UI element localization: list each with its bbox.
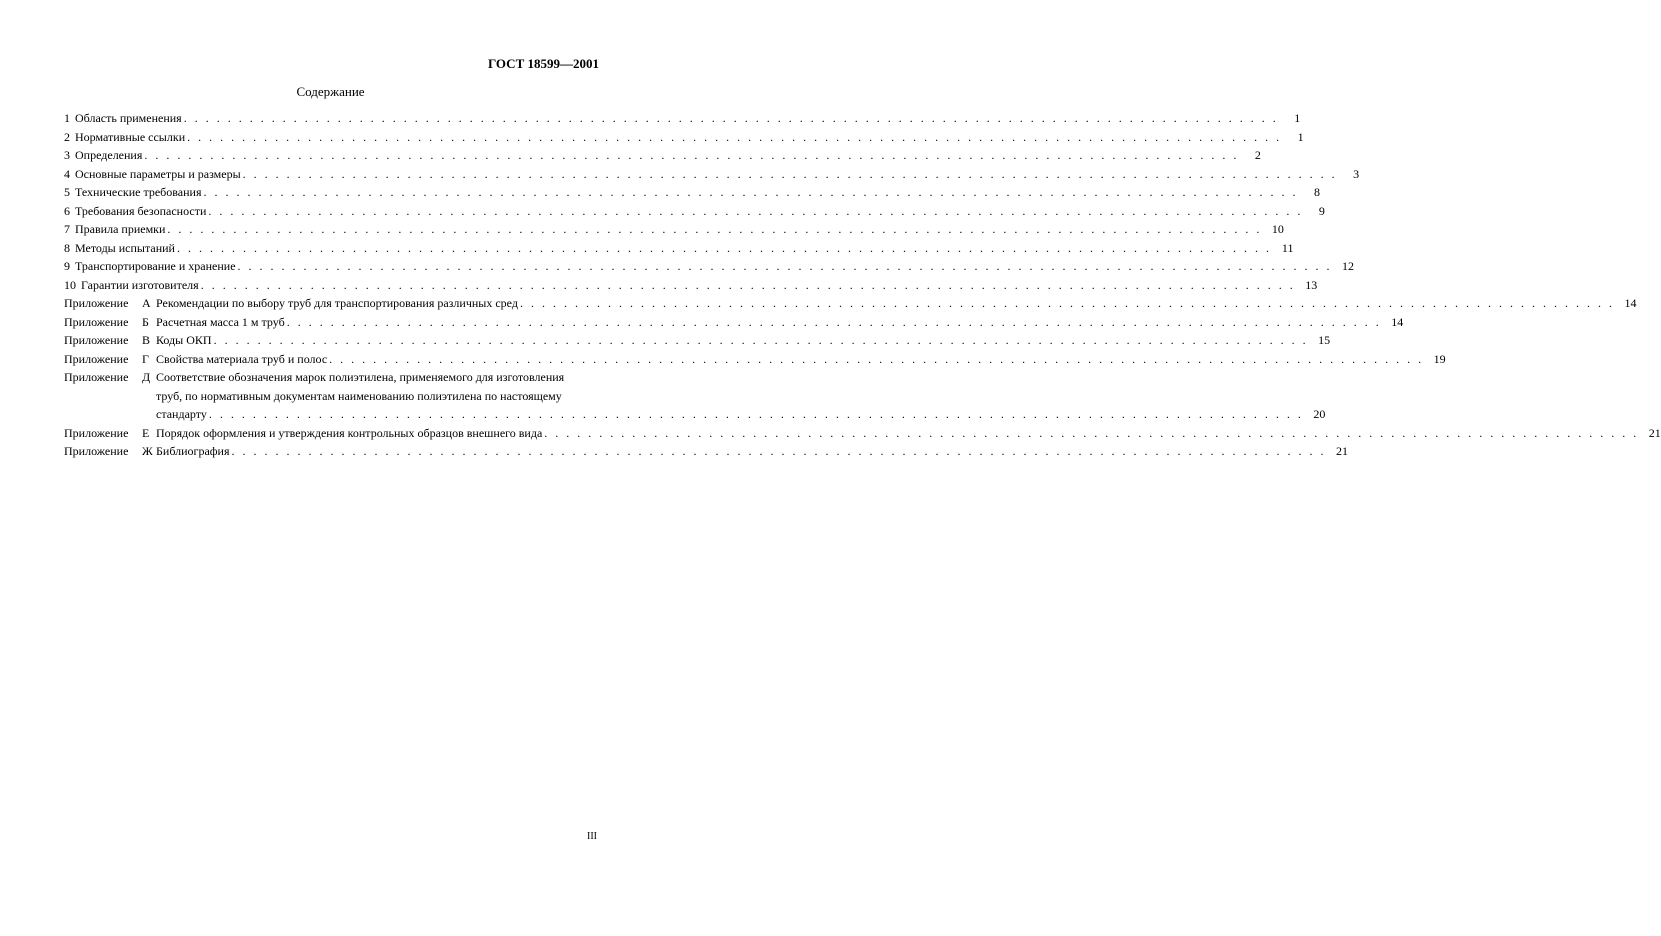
toc-dot-leader xyxy=(287,313,1382,332)
appendix-title-line: Соответствие обозначения марок полиэтилена, применяемого для изготовления xyxy=(156,370,565,384)
toc-dot-leader xyxy=(214,331,1309,350)
appendix-page: 20 xyxy=(1313,407,1326,421)
toc-appendix-entry[interactable] xyxy=(64,368,1326,424)
toc-dot-leader xyxy=(544,424,1639,443)
toc-entry-title: Основные параметры и размеры xyxy=(75,166,241,181)
toc-entry[interactable] xyxy=(64,257,1355,276)
toc-entry-number: 3 xyxy=(64,148,70,162)
toc-entry-page: 1 xyxy=(1294,111,1301,125)
toc-entry-number: 9 xyxy=(64,259,70,273)
appendix-title: Рекомендации по выбору труб для транспортирования различных сред xyxy=(156,296,518,310)
toc-entry-page: 10 xyxy=(1271,222,1284,236)
toc-appendix-entry[interactable] xyxy=(64,424,1661,443)
toc-entry-number: 5 xyxy=(64,185,70,199)
toc-entry[interactable] xyxy=(64,109,1301,128)
toc-entry-number: 4 xyxy=(64,166,70,181)
toc-appendix-entry[interactable] xyxy=(64,442,1348,461)
toc-dot-leader xyxy=(167,220,1262,239)
toc-entry-number: 1 xyxy=(64,111,70,125)
appendix-title: Коды ОКП xyxy=(156,333,212,347)
toc-entry-number: 7 xyxy=(64,222,70,236)
toc-entry-number: 10 xyxy=(64,277,76,292)
toc-dot-leader xyxy=(243,165,1338,184)
appendix-label: Приложение xyxy=(64,425,129,440)
appendix-page: 21 xyxy=(1648,425,1661,440)
appendix-page: 15 xyxy=(1318,333,1331,347)
toc-appendix-entry[interactable] xyxy=(64,331,1331,350)
toc-appendix-entry[interactable] xyxy=(64,350,1446,369)
toc-entry[interactable] xyxy=(64,220,1284,239)
toc-entry-title: Методы испытаний xyxy=(75,240,175,255)
toc-dot-leader xyxy=(201,276,1296,295)
toc-entry-page: 1 xyxy=(1297,129,1304,144)
appendix-letter: Б xyxy=(142,314,149,329)
toc-entry-title: Транспортирование и хранение xyxy=(75,259,236,273)
page-number-footer: III xyxy=(587,831,597,842)
toc-dot-leader xyxy=(187,128,1282,147)
appendix-label: Приложение xyxy=(64,296,129,310)
toc-entry-title: Гарантии изготовителя xyxy=(81,277,199,292)
appendix-label: Приложение xyxy=(64,351,129,366)
toc-appendix-entry[interactable] xyxy=(64,313,1404,332)
contents-title: Содержание xyxy=(296,84,365,99)
appendix-label: Приложение xyxy=(64,444,129,458)
toc-entry-title: Правила приемки xyxy=(75,222,166,236)
toc-entry-number: 8 xyxy=(64,240,70,255)
toc-entry-page: 12 xyxy=(1342,259,1355,273)
appendix-letter: В xyxy=(142,333,151,347)
toc-entry-number: 2 xyxy=(64,129,70,144)
toc-entry[interactable] xyxy=(64,239,1294,258)
toc-entry[interactable] xyxy=(64,165,1360,184)
toc-dot-leader xyxy=(144,146,1239,165)
toc-dot-leader xyxy=(329,350,1424,369)
toc-entry[interactable] xyxy=(64,183,1320,202)
appendix-title-line: стандарту xyxy=(156,407,207,421)
toc-dot-leader xyxy=(520,294,1615,313)
toc-dot-leader xyxy=(203,183,1298,202)
appendix-letter: Ж xyxy=(142,444,153,458)
appendix-page: 14 xyxy=(1391,314,1404,329)
toc-entry[interactable] xyxy=(64,146,1261,165)
toc-entry-page: 11 xyxy=(1281,240,1294,255)
toc-entry-title: Определения xyxy=(75,148,143,162)
toc-dot-leader xyxy=(238,257,1333,276)
appendix-letter: А xyxy=(142,296,151,310)
appendix-page: 21 xyxy=(1336,444,1348,458)
appendix-label: Приложение xyxy=(64,370,129,384)
appendix-title-line: труб, по нормативным документам наименованию полиэтилена по настоящему xyxy=(156,388,562,403)
toc-appendix-entry[interactable] xyxy=(64,294,1637,313)
appendix-page: 14 xyxy=(1624,296,1637,310)
table-of-contents xyxy=(64,109,1661,461)
toc-entry-page: 13 xyxy=(1305,277,1318,292)
toc-entry-title: Требования безопасности xyxy=(75,203,207,218)
appendix-letter: Д xyxy=(142,370,151,384)
toc-dot-leader xyxy=(232,442,1327,461)
appendix-title: Библиография xyxy=(156,444,230,458)
toc-entry-title: Технические требования xyxy=(75,185,202,199)
toc-entry-title: Область применения xyxy=(75,111,182,125)
appendix-page: 19 xyxy=(1433,351,1446,366)
toc-dot-leader xyxy=(208,202,1303,221)
appendix-title: Порядок оформления и утверждения контрольных образцов внешнего вида xyxy=(156,425,543,440)
toc-entry[interactable] xyxy=(64,202,1325,221)
appendix-title: Свойства материала труб и полос xyxy=(156,351,328,366)
toc-dot-leader xyxy=(184,109,1279,128)
toc-entry-page: 8 xyxy=(1313,185,1320,199)
appendix-letter: Г xyxy=(142,351,149,366)
appendix-label: Приложение xyxy=(64,333,129,347)
toc-dot-leader xyxy=(177,239,1272,258)
appendix-letter: Е xyxy=(142,425,150,440)
toc-entry-title: Нормативные ссылки xyxy=(75,129,186,144)
toc-entry-page: 2 xyxy=(1254,148,1261,162)
toc-entry-page: 9 xyxy=(1318,203,1325,218)
toc-entry-page: 3 xyxy=(1353,166,1360,181)
toc-entry[interactable] xyxy=(64,276,1318,295)
appendix-label: Приложение xyxy=(64,314,129,329)
appendix-title: Расчетная масса 1 м труб xyxy=(156,314,285,329)
toc-entry-number: 6 xyxy=(64,203,70,218)
toc-entry[interactable] xyxy=(64,128,1304,147)
document-id-header: ГОСТ 18599—2001 xyxy=(487,56,599,71)
toc-dot-leader xyxy=(209,405,1304,424)
